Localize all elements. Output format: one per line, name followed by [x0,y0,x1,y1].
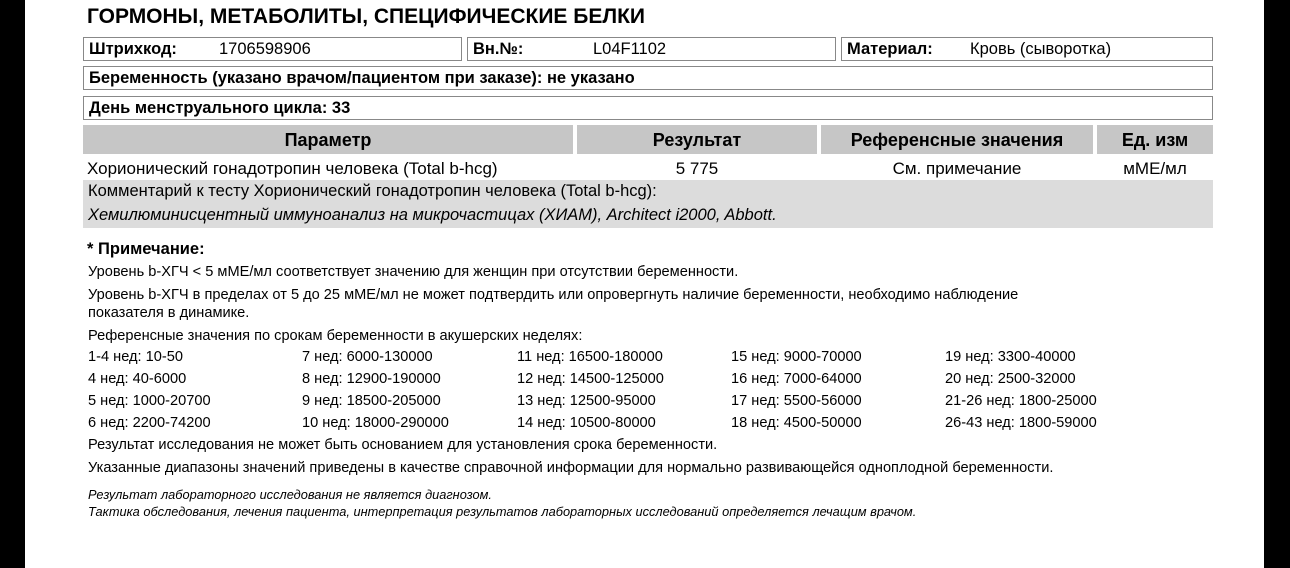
material-box [841,37,1213,61]
footer-disclaimer-2: Тактика обследования, лечения пациента, интерпретация результатов лабораторных исследований определяется лечащим врачом. [88,504,917,519]
note-paragraph-3: Референсные значения по срокам беременности в акушерских неделях: [88,328,583,344]
note-paragraph-2a: Уровень b-ХГЧ в пределах от 5 до 25 мМЕ/мл не может подтвердить или опровергнуть наличие беременности, необходимо наблюдение [88,287,1019,303]
week-range: 13 нед: 12500-95000 [517,393,656,409]
week-range: 12 нед: 14500-125000 [517,371,664,387]
material-label: Материал: [847,40,933,58]
footer-disclaimer-1: Результат лабораторного исследования не является диагнозом. [88,487,492,502]
internal-number-label: Вн.№: [473,40,524,58]
note-title: * Примечание: [87,240,205,258]
lab-report-sheet [25,0,1264,568]
week-range: 10 нед: 18000-290000 [302,415,449,431]
week-range: 26-43 нед: 1800-59000 [945,415,1097,431]
week-range: 19 нед: 3300-40000 [945,349,1076,365]
week-range: 9 нед: 18500-205000 [302,393,441,409]
internal-number-box [467,37,836,61]
barcode-box [83,37,462,61]
note-paragraph-4: Результат исследования не может быть основанием для установления срока беременности. [88,437,718,453]
week-range: 15 нед: 9000-70000 [731,349,862,365]
week-range: 21-26 нед: 1800-25000 [945,393,1097,409]
note-paragraph-2b: показателя в динамике. [88,305,250,321]
week-range: 5 нед: 1000-20700 [88,393,211,409]
pregnancy-line: Беременность (указано врачом/пациентом при заказе): не указано [89,69,635,87]
week-range: 7 нед: 6000-130000 [302,349,433,365]
note-paragraph-5: Указанные диапазоны значений приведены в качестве справочной информации для нормально развивающейся одноплодной беременности. [88,460,1054,476]
row-parameter: Хорионический гонадотропин человека (Total b-hcg) [87,159,498,178]
week-range: 4 нед: 40-6000 [88,371,187,387]
test-comment [83,180,1213,228]
material-value: Кровь (сыворотка) [970,40,1112,58]
row-unit: мМЕ/мл [1123,159,1187,178]
week-range: 14 нед: 10500-80000 [517,415,656,431]
comment-line-1: Комментарий к тесту Хорионический гонадотропин человека (Total b-hcg): [88,182,657,200]
week-range: 1-4 нед: 10-50 [88,349,183,365]
header-parameter: Параметр [83,125,573,154]
note-paragraph-1: Уровень b-ХГЧ < 5 мМЕ/мл соответствует значению для женщин при отсутствии беременности. [88,264,739,280]
header-reference: Референсные значения [821,125,1093,154]
row-reference: См. примечание [892,159,1022,178]
barcode-label: Штрихкод: [89,40,177,58]
cycle-day-line: День менструального цикла: 33 [89,99,351,117]
cycle-day-box [83,96,1213,120]
comment-line-2: Хемилюминисцентный иммуноанализ на микрочастицах (ХИАМ), Architect i2000, Abbott. [88,206,777,224]
week-range: 17 нед: 5500-56000 [731,393,862,409]
week-range: 20 нед: 2500-32000 [945,371,1076,387]
barcode-value: 1706598906 [219,40,311,58]
row-result: 5 775 [675,159,719,178]
section-title: ГОРМОНЫ, МЕТАБОЛИТЫ, СПЕЦИФИЧЕСКИЕ БЕЛКИ [87,5,646,28]
week-range: 16 нед: 7000-64000 [731,371,862,387]
week-range: 18 нед: 4500-50000 [731,415,862,431]
week-range: 6 нед: 2200-74200 [88,415,211,431]
pregnancy-box [83,66,1213,90]
header-result: Результат [577,125,817,154]
week-range: 8 нед: 12900-190000 [302,371,441,387]
header-unit: Ед. изм [1097,125,1213,154]
internal-number-value: L04F1102 [593,40,667,58]
week-range: 11 нед: 16500-180000 [517,349,663,365]
